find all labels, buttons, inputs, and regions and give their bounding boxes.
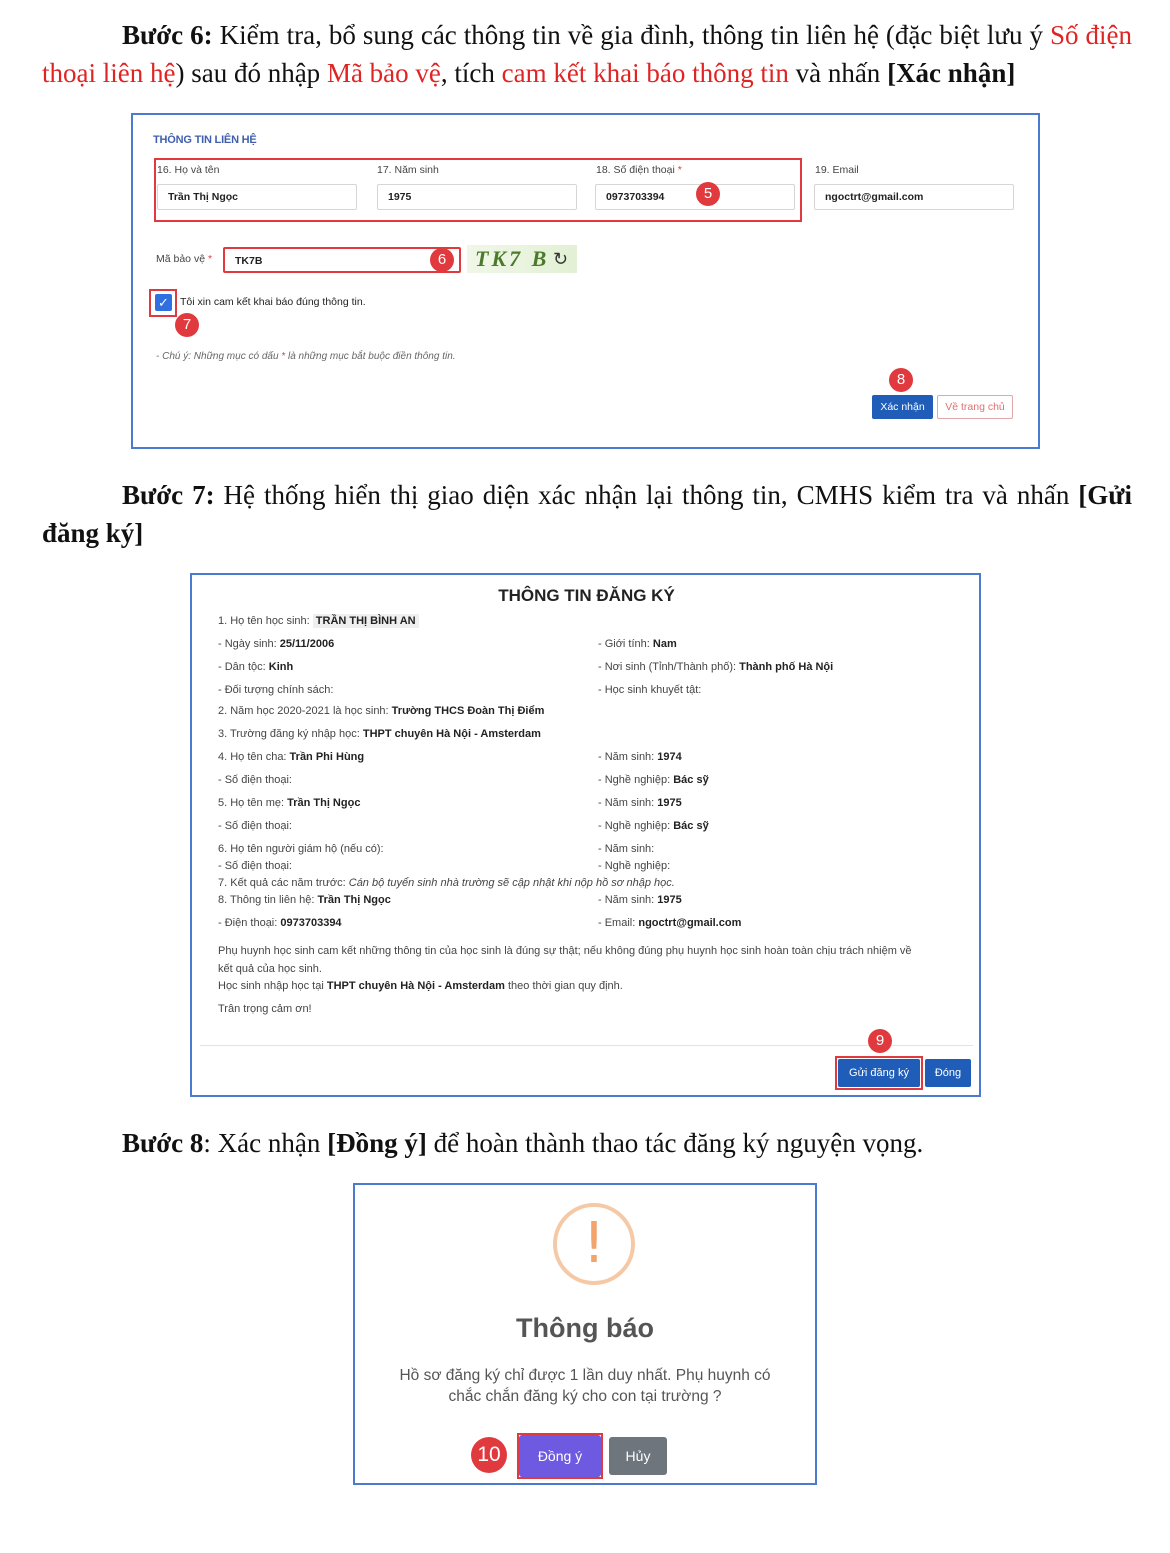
step8-bold-agree: [Đồng ý] (327, 1128, 427, 1158)
mother-job-value: Bác sỹ (673, 820, 709, 832)
step-badge-6: 6 (430, 248, 454, 272)
contact-label: 8. Thông tin liên hệ: (218, 894, 318, 906)
school-year-line (218, 705, 544, 717)
step-badge-7: 7 (175, 313, 199, 337)
school-year-value: Trường THCS Đoàn Thị Điểm (391, 705, 545, 717)
mother-job-label: - Nghề nghiệp: (598, 820, 674, 832)
contact-email-line (598, 917, 741, 929)
contact-email-value: ngoctrt@gmail.com (638, 917, 742, 929)
contact-year-label: - Năm sinh: (598, 894, 658, 906)
dialog-title: Thông báo (516, 1313, 654, 1343)
step7-text: Hệ thống hiển thị giao diện xác nhận lại thông tin, CMHS kiểm tra và nhấn (214, 480, 1079, 510)
warning-icon (553, 1203, 635, 1285)
email-field[interactable]: ngoctrt@gmail.com (814, 184, 1014, 210)
ethnic-value: Kinh (268, 661, 294, 673)
pledge-line-2: kết quả của học sinh. (218, 963, 322, 975)
captcha-label (156, 253, 212, 265)
dialog-message: Hồ sơ đăng ký chỉ được 1 lần duy nhất. Phụ huynh có chắc chắn đăng ký cho con tại trường ? (399, 1367, 771, 1405)
target-school-line (218, 728, 541, 740)
step8-label: Bước 8 (122, 1128, 204, 1158)
required-note (156, 351, 456, 362)
step6-instruction (42, 16, 1132, 92)
contact-value: Trần Thị Ngọc (317, 894, 391, 906)
mother-year-value: 1975 (657, 797, 682, 809)
father-phone-line: - Số điện thoại: (218, 774, 292, 786)
refresh-icon[interactable]: ↻ (553, 249, 569, 269)
step6-text-1: Kiểm tra, bổ sung các thông tin về gia đình, thông tin liên hệ (đặc biệt lưu ý (212, 20, 1050, 50)
birth-year-field[interactable]: 1975 (377, 184, 577, 210)
captcha-input[interactable]: TK7B (223, 247, 461, 273)
guardian-year-line: - Năm sinh: (598, 843, 655, 855)
contact-phone-line (218, 917, 342, 929)
warning-mark: ! (582, 1211, 606, 1276)
step7-instruction (42, 476, 1132, 552)
agree-button[interactable]: Đồng ý (519, 1435, 601, 1477)
father-job-label: - Nghề nghiệp: (598, 774, 674, 786)
step-badge-8: 8 (889, 368, 913, 392)
ethnic-line (218, 661, 293, 673)
enroll-line (218, 980, 623, 992)
step-badge-5: 5 (696, 182, 720, 206)
full-name-field[interactable]: Trần Thị Ngọc (157, 184, 357, 210)
results-line (218, 877, 675, 889)
student-name: TRẦN THỊ BÌNH AN (313, 614, 419, 628)
field-phone-label-text: 18. Số điện thoại (596, 164, 675, 176)
contact-phone-label: - Điện thoại: (218, 917, 281, 929)
pledge-line-1: Phụ huynh học sinh cam kết những thông tin của học sinh là đúng sự thật; nếu không đúng phụ huynh học sinh hoàn toàn chịu trách nhiệm về (218, 945, 912, 957)
contact-email-label: - Email: (598, 917, 639, 929)
captcha-image: TK7 B (467, 245, 577, 273)
results-label: 7. Kết quả các năm trước: (218, 877, 349, 889)
dob-label: - Ngày sinh: (218, 638, 280, 650)
step-badge-9: 9 (868, 1029, 892, 1053)
policy-line: - Đối tượng chính sách: (218, 684, 334, 696)
gender-value: Nam (652, 638, 677, 650)
student-name-line (218, 615, 419, 627)
mother-label: 5. Họ tên mẹ: (218, 797, 288, 809)
father-year-line (598, 751, 682, 763)
gender-label: - Giới tính: (598, 638, 653, 650)
birthplace-line (598, 661, 833, 673)
note-prefix: - Chú ý: Những mục có dấu (156, 351, 282, 362)
registration-summary-screenshot (190, 573, 981, 1097)
mother-job-line (598, 820, 709, 832)
contact-year-line (598, 894, 682, 906)
confirm-dialog-screenshot (353, 1183, 817, 1485)
step6-text-3: , tích (440, 58, 502, 88)
guardian-phone-line: - Số điện thoại: (218, 860, 292, 872)
field-name-label: 16. Họ và tên (157, 164, 220, 176)
guardian-line: 6. Họ tên người giám hộ (nếu có): (218, 843, 384, 855)
step8-text-1: : Xác nhận (203, 1128, 328, 1158)
target-school-value: THPT chuyên Hà Nội - Amsterdam (362, 728, 541, 740)
phone-field[interactable]: 0973703394 (595, 184, 795, 210)
step6-text-2: ) sau đó nhập (175, 58, 327, 88)
mother-year-label: - Năm sinh: (598, 797, 658, 809)
note-star: * (281, 351, 286, 362)
section-title: THÔNG TIN LIÊN HỆ (153, 134, 257, 146)
step8-instruction (122, 1124, 1122, 1162)
summary-title: THÔNG TIN ĐĂNG KÝ (498, 586, 675, 605)
mother-phone-line: - Số điện thoại: (218, 820, 292, 832)
birthplace-label: - Nơi sinh (Tỉnh/Thành phố): (598, 661, 740, 673)
school-year-label: 2. Năm học 2020-2021 là học sinh: (218, 705, 392, 717)
field-year-label: 17. Năm sinh (377, 164, 439, 176)
step6-text-4: và nhấn (788, 58, 888, 88)
enroll-suffix: theo thời gian quy định. (504, 980, 623, 992)
confirm-button[interactable]: Xác nhận (872, 395, 933, 419)
step8-text-2: để hoàn thành thao tác đăng ký nguyện vọng. (426, 1128, 924, 1158)
disabled-line: - Học sinh khuyết tật: (598, 684, 702, 696)
results-value: Cán bộ tuyển sinh nhà trường sẽ cập nhật khi nộp hồ sơ nhập học. (348, 877, 675, 889)
step6-highlight-commit: cam kết khai báo thông tin (501, 58, 789, 88)
step-badge-10: 10 (471, 1437, 507, 1473)
contact-phone-value: 0973703394 (280, 917, 342, 929)
enroll-prefix: Học sinh nhập học tại (218, 980, 327, 992)
guardian-job-line: - Nghề nghiệp: (598, 860, 671, 872)
field-email-label: 19. Email (815, 164, 859, 176)
ethnic-label: - Dân tộc: (218, 661, 269, 673)
enroll-school: THPT chuyên Hà Nội - Amsterdam (326, 980, 505, 992)
step6-bold-confirm: [Xác nhận] (887, 58, 1016, 88)
note-suffix: là những mục bắt buộc điền thông tin. (285, 351, 456, 362)
father-label: 4. Họ tên cha: (218, 751, 290, 763)
thanks-line: Trân trọng cảm ơn! (218, 1003, 312, 1015)
birthplace-value: Thành phố Hà Nội (739, 661, 834, 673)
mother-value: Trần Thị Ngọc (287, 797, 361, 809)
step7-label: Bước 7: (122, 480, 215, 510)
dob-value: 25/11/2006 (279, 638, 335, 650)
father-year-value: 1974 (657, 751, 682, 763)
home-button[interactable]: Về trang chủ (937, 395, 1013, 419)
cancel-button[interactable]: Hủy (609, 1437, 667, 1475)
commit-label: Tôi xin cam kết khai báo đúng thông tin. (180, 296, 366, 308)
father-job-value: Bác sỹ (673, 774, 709, 786)
step6-highlight-phone: Số điện thoại liên hệ (42, 20, 1132, 88)
gender-line (598, 638, 677, 650)
father-job-line (598, 774, 709, 786)
send-registration-button[interactable]: Gửi đăng ký (838, 1059, 920, 1087)
father-line (218, 751, 364, 763)
father-year-label: - Năm sinh: (598, 751, 658, 763)
student-name-label: 1. Họ tên học sinh: (218, 615, 313, 627)
dob-line (218, 638, 334, 650)
father-value: Trần Phi Hùng (289, 751, 365, 763)
captcha-label-text: Mã bảo vệ (156, 253, 206, 265)
target-school-label: 3. Trường đăng ký nhập học: (218, 728, 363, 740)
contact-year-value: 1975 (657, 894, 682, 906)
step6-highlight-captcha: Mã bảo vệ (326, 58, 441, 88)
mother-year-line (598, 797, 682, 809)
contact-line (218, 894, 391, 906)
step7-bold-send: [Gửi đăng ký] (42, 480, 1132, 548)
mother-line (218, 797, 360, 809)
required-mark: * (207, 253, 213, 265)
footer-divider (200, 1045, 973, 1046)
commit-checkbox[interactable]: ✓ (155, 294, 172, 311)
step6-label: Bước 6: (122, 20, 213, 50)
close-button[interactable]: Đóng (925, 1059, 971, 1087)
required-mark: * (677, 164, 682, 176)
contact-form-screenshot (131, 113, 1040, 449)
